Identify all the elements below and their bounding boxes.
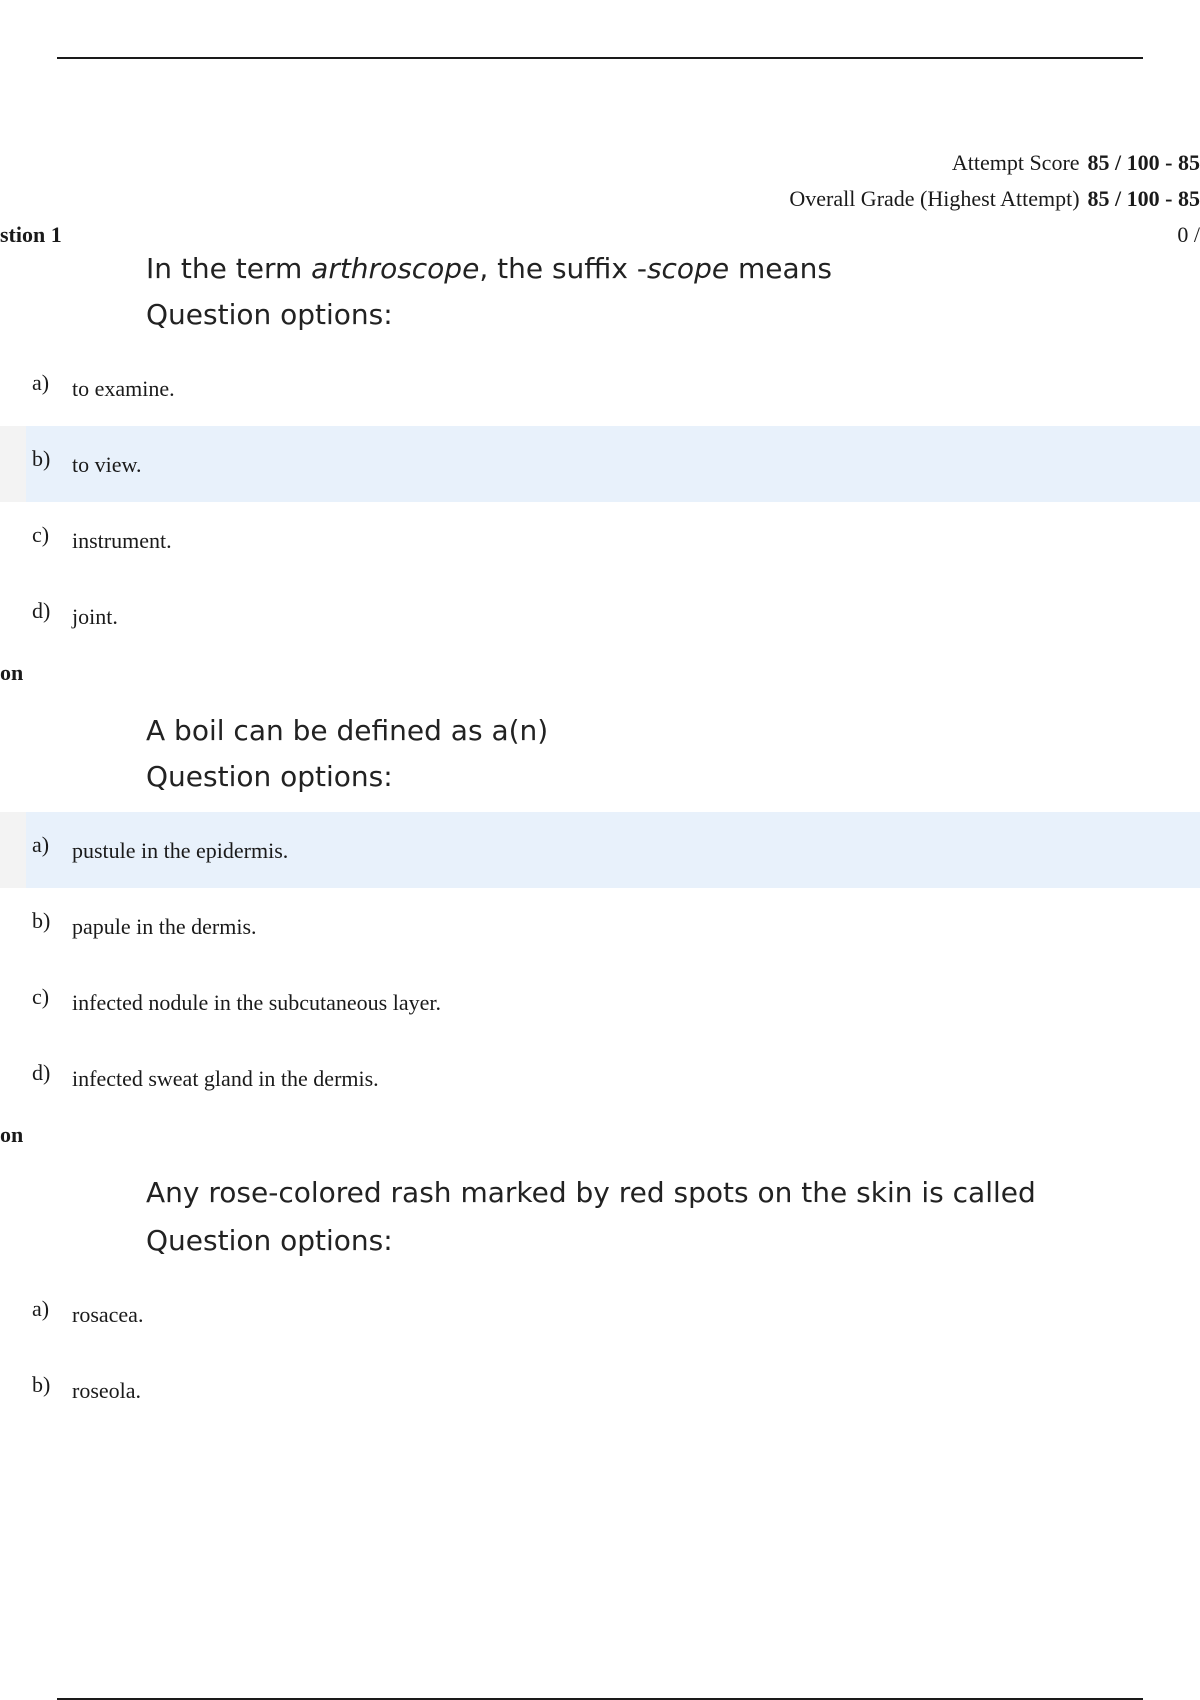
question-1-text-part: , the suffix -	[479, 252, 647, 285]
option-text: to examine.	[72, 376, 175, 401]
option-letter: d)	[32, 1060, 51, 1085]
overall-grade-label: Overall Grade (Highest Attempt)	[789, 186, 1080, 211]
question-2-header: on	[0, 660, 24, 685]
option-text: infected nodule in the subcutaneous layer.	[72, 990, 441, 1015]
question-1-points: 0 /	[1177, 222, 1200, 247]
question-3-options-label: Question options:	[146, 1224, 393, 1257]
option-letter: c)	[32, 984, 50, 1009]
option-text: to view.	[72, 452, 142, 477]
attempt-score-value: 85 / 100 - 85	[1087, 150, 1200, 175]
option-text: instrument.	[72, 528, 172, 553]
question-1-options-label: Question options:	[146, 298, 393, 331]
question-3-option-a[interactable]	[0, 1276, 1200, 1352]
question-1-text-term: arthroscope	[311, 252, 480, 285]
option-text: pustule in the epidermis.	[72, 838, 289, 863]
option-letter: b)	[32, 908, 51, 933]
attempt-score-row	[952, 150, 1200, 176]
question-1-header: stion 1	[0, 222, 62, 247]
question-1-option-a[interactable]	[0, 350, 1200, 426]
top-divider	[57, 57, 1143, 59]
overall-grade-value: 85 / 100 - 85	[1087, 186, 1200, 211]
option-letter: a)	[32, 370, 50, 395]
question-3-header: on	[0, 1122, 24, 1147]
option-letter: b)	[32, 1372, 51, 1397]
question-1-option-d[interactable]	[0, 578, 1200, 654]
attempt-score-label: Attempt Score	[951, 150, 1080, 175]
question-1-text-part: means	[729, 252, 832, 285]
question-2-option-a-selected[interactable]	[0, 812, 1200, 888]
option-text: papule in the dermis.	[72, 914, 257, 939]
option-text: joint.	[72, 604, 118, 629]
option-letter: d)	[32, 598, 51, 623]
question-3-text: Any rose-colored rash marked by red spots on the skin is called	[146, 1176, 1036, 1209]
question-2-option-d[interactable]	[0, 1040, 1200, 1116]
question-1-text-part: In the term	[146, 252, 312, 285]
question-1-text	[146, 252, 832, 285]
question-1-text-suffix: scope	[646, 252, 730, 285]
option-text: infected sweat gland in the dermis.	[72, 1066, 379, 1091]
overall-grade-row	[789, 186, 1200, 212]
question-1-option-b-selected[interactable]	[0, 426, 1200, 502]
option-text: roseola.	[72, 1378, 142, 1403]
question-2-text: A boil can be defined as a(n)	[146, 714, 549, 747]
question-2-option-c[interactable]	[0, 964, 1200, 1040]
option-letter: b)	[32, 446, 51, 471]
option-letter: a)	[32, 832, 50, 857]
question-2-option-b[interactable]	[0, 888, 1200, 964]
option-text: rosacea.	[72, 1302, 144, 1327]
option-letter: c)	[32, 522, 50, 547]
option-letter: a)	[32, 1296, 50, 1321]
question-3-option-b[interactable]	[0, 1352, 1200, 1428]
question-1-option-c[interactable]	[0, 502, 1200, 578]
question-2-options-label: Question options:	[146, 760, 393, 793]
